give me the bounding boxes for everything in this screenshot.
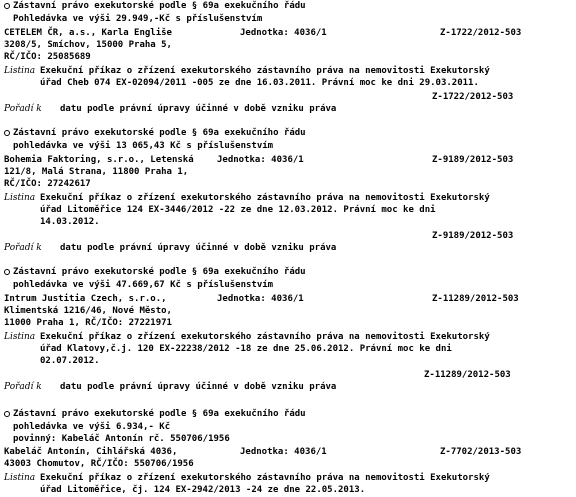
listina-ref: Z-11289/2012-503 — [424, 370, 511, 380]
listina-label: Listina — [4, 332, 36, 342]
poradi-label: Pořadí k — [4, 382, 42, 392]
entry-title: Zástavní právo exekutorské podle § 69a exekučního řádu — [13, 1, 306, 11]
entry-amount: Pohledávka ve výši 29.949,-Kč s příslušenstvím — [13, 14, 263, 24]
bullet-icon — [4, 269, 10, 275]
entry-party-line: 43003 Chomutov, RČ/IČO: 550706/1956 — [4, 459, 194, 469]
entry-party-line: Klimentská 1216/46, Nové Město, — [4, 306, 172, 316]
entry-unit: Jednotka: 4036/1 — [217, 155, 304, 165]
entry-unit: Jednotka: 4036/1 — [240, 28, 327, 38]
entry-ref: Z-11289/2012-503 — [432, 294, 519, 304]
bullet-icon — [4, 130, 10, 136]
listina-text: 14.03.2012. — [40, 217, 100, 227]
poradi-label: Pořadí k — [4, 243, 42, 253]
listina-text: Exekuční příkaz o zřízení exekutorského zástavního práva na nemovitosti Exekutorský — [40, 66, 490, 76]
listina-label: Listina — [4, 473, 36, 483]
listina-text: úřad Cheb 074 EX-02094/2011 -005 ze dne 16.03.2011. Právní moc ke dni 29.03.2011. — [40, 78, 479, 88]
listina-label: Listina — [4, 193, 36, 203]
entry-party-line: 11000 Praha 1, RČ/IČO: 27221971 — [4, 318, 172, 328]
entry-amount: pohledávka ve výši 13 065,43 Kč s příslušenstvím — [13, 141, 274, 151]
poradi-text: datu podle právní úpravy účinné v době vzniku práva — [60, 382, 337, 392]
entry-title: Zástavní právo exekutorské podle § 69a exekučního řádu — [13, 267, 306, 277]
entry-ref: Z-7702/2013-503 — [440, 447, 522, 457]
bullet-icon — [4, 411, 10, 417]
listina-ref: Z-1722/2012-503 — [432, 92, 514, 102]
entry-ref: Z-1722/2012-503 — [440, 28, 522, 38]
entry-party-line: RČ/IČO: 25085689 — [4, 52, 91, 62]
poradi-text: datu podle právní úpravy účinné v době vzniku práva — [60, 104, 337, 114]
entry-unit: Jednotka: 4036/1 — [217, 294, 304, 304]
entry-ref: Z-9189/2012-503 — [432, 155, 514, 165]
bullet-icon — [4, 3, 10, 9]
listina-label: Listina — [4, 66, 36, 76]
entry-party-line: Kabeláč Antonín, Cihlářská 4036, — [4, 447, 178, 457]
listina-text: Exekuční příkaz o zřízení exekutorského zástavního práva na nemovitosti Exekutorský — [40, 193, 490, 203]
entry-title: Zástavní právo exekutorské podle § 69a exekučního řádu — [13, 409, 306, 419]
entry-unit: Jednotka: 4036/1 — [240, 447, 327, 457]
entry-amount: pohledávka ve výši 6.934,- Kč — [13, 422, 171, 432]
poradi-text: datu podle právní úpravy účinné v době vzniku práva — [60, 243, 337, 253]
entry-party-line: 121/8, Malá Strana, 11800 Praha 1, — [4, 167, 189, 177]
listina-text: úřad Klatovy,č.j. 120 EX-22238/2012 -18 ze dne 25.06.2012. Právní moc ke dni — [40, 344, 452, 354]
listina-text: Exekuční příkaz o zřízení exekutorského zástavního práva na nemovitosti Exekutorský — [40, 473, 490, 483]
entry-party-line: Bohemia Faktoring, s.r.o., Letenská — [4, 155, 194, 165]
entry-amount-debtor: povinný: Kabeláč Antonín rč. 550706/1956 — [13, 434, 230, 444]
entry-party-line: Intrum Justitia Czech, s.r.o., — [4, 294, 167, 304]
entry-party-line: CETELEM ČR, a.s., Karla Engliše — [4, 28, 172, 38]
listina-text: 02.07.2012. — [40, 356, 100, 366]
listina-ref: Z-9189/2012-503 — [432, 231, 514, 241]
poradi-label: Pořadí k — [4, 104, 42, 114]
listina-text: úřad Litoměřice, čj. 124 EX-2942/2013 -24 ze dne 22.05.2013. — [40, 485, 366, 495]
entry-party-line: RČ/IČO: 27242617 — [4, 179, 91, 189]
listina-text: úřad Litoměřice 124 EX-3446/2012 -22 ze dne 12.03.2012. Právní moc ke dni — [40, 205, 436, 215]
entry-party-line: 3208/5, Smíchov, 15000 Praha 5, — [4, 40, 172, 50]
listina-text: Exekuční příkaz o zřízení exekutorského zástavního práva na nemovitosti Exekutorský — [40, 332, 490, 342]
entry-title: Zástavní právo exekutorské podle § 69a exekučního řádu — [13, 128, 306, 138]
entry-amount: pohledávka ve výši 47.669,67 Kč s příslušenstvím — [13, 280, 274, 290]
